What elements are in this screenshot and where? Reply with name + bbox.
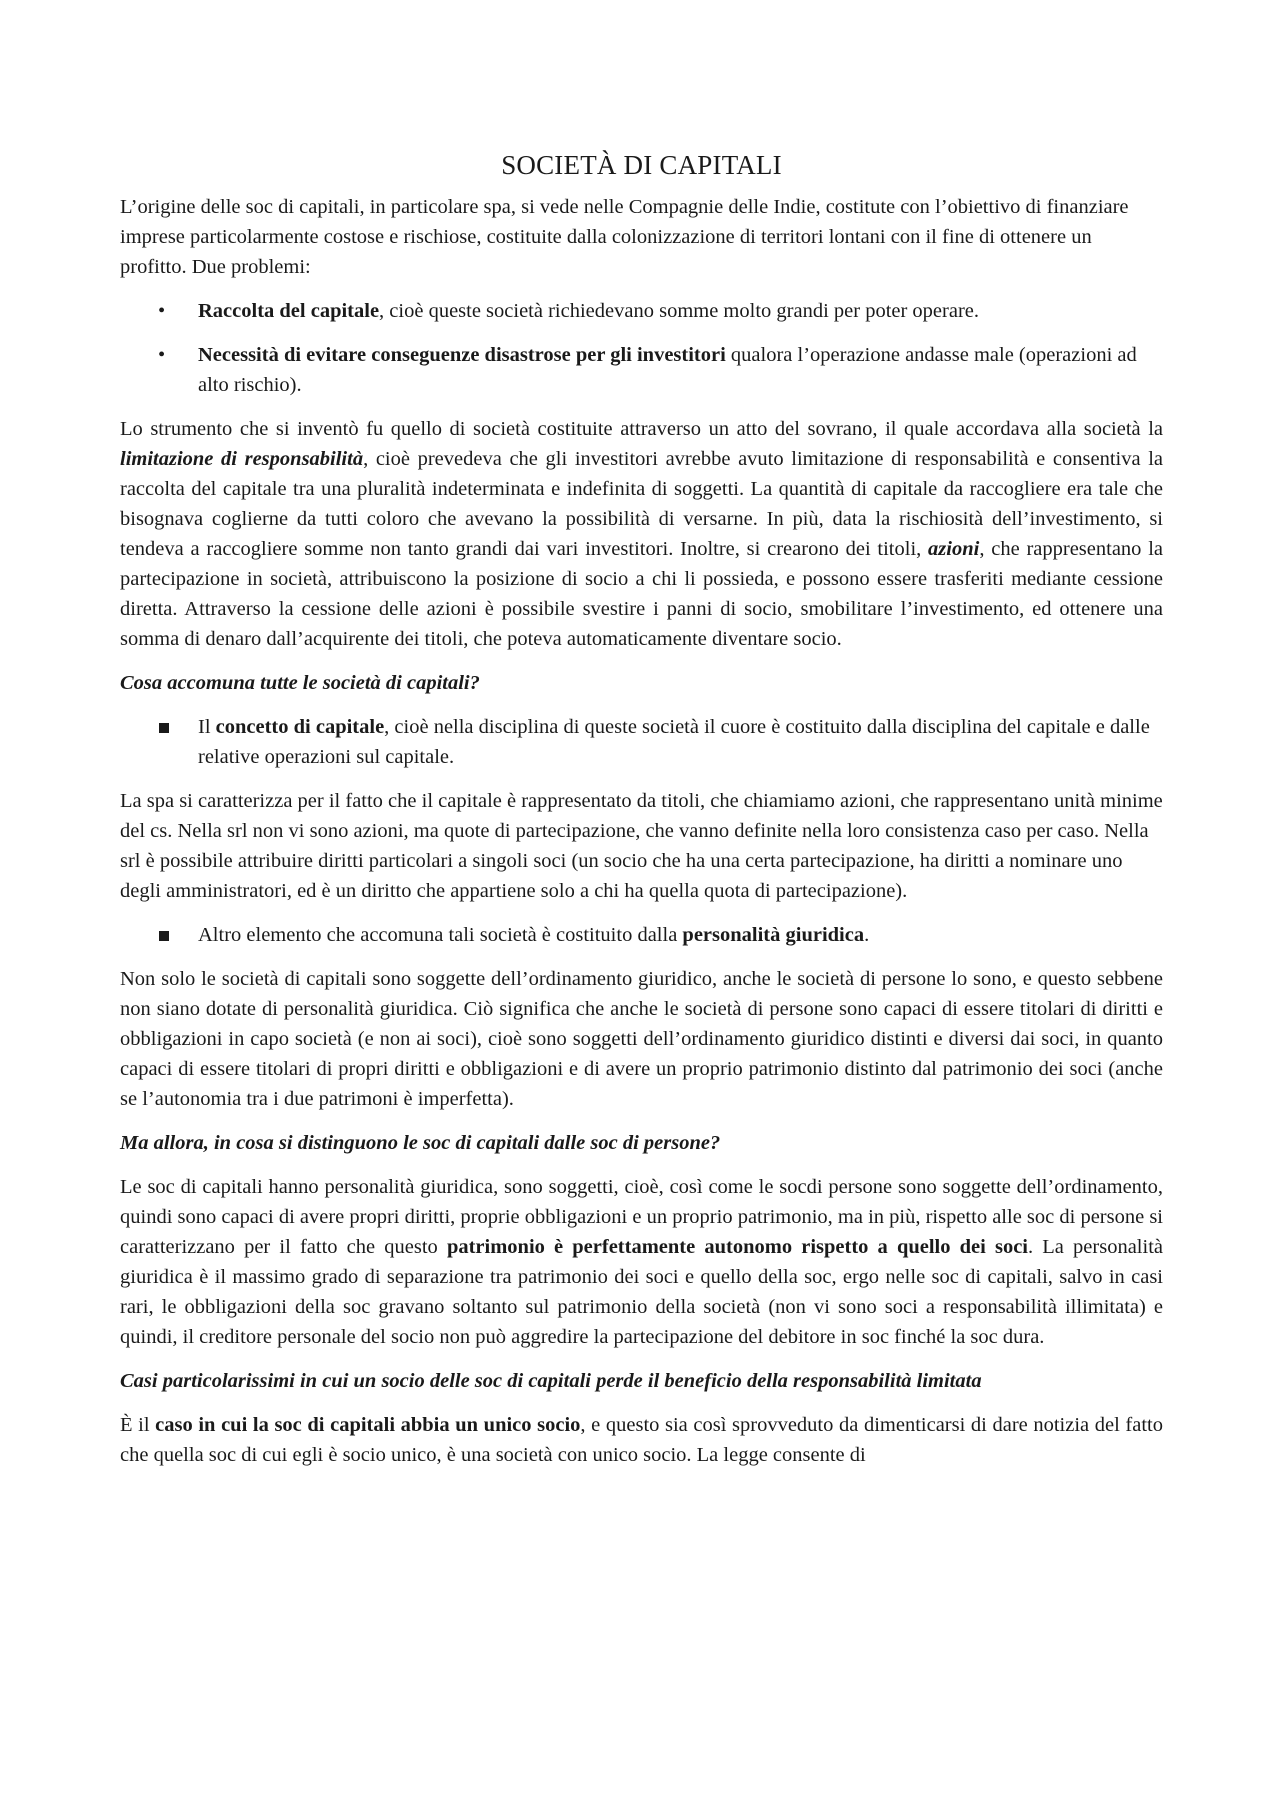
emphasis-azioni: azioni <box>928 538 980 560</box>
bold-term: patrimonio è perfettamente autonomo rispetto a quello dei soci <box>446 1236 1028 1258</box>
square-bullet-icon <box>159 723 169 733</box>
common-list-1 <box>120 712 1163 772</box>
bullet-icon: • <box>158 300 166 322</box>
text-run: . La personalità giuridica è il massimo grado di separazione tra patrimonio dei soci e quello della soc, ergo nelle soc di capitali, salvo in casi rari, le obbligazioni della soc gravano soltanto sul patrimonio della società (non vi sono soci a responsabilità illimitata) e quindi, il creditore personale del socio non può aggredire la partecipazione del debitore in soc finché la soc dura. <box>120 1236 1163 1348</box>
question-heading: Ma allora, in cosa si distinguono le soc di capitali dalle soc di persone? <box>120 1132 721 1154</box>
document-page <box>120 148 1163 1484</box>
question-heading: Cosa accomuna tutte le società di capitali? <box>120 672 480 694</box>
bullet-icon: • <box>158 344 166 366</box>
bold-term: caso in cui la soc di capitali abbia un unico socio <box>155 1414 581 1436</box>
text-run: , che rappresentano la partecipazione in società, attribuiscono la posizione di socio a chi li possieda, e possono essere trasferiti mediante cessione diretta. Attraverso la cessione delle azioni è possibile svestire i panni di socio, smobilitare l’investimento, ed ottenere una somma di denaro dall’acquirente dei titoli, che poteva automaticamente diventare socio. <box>120 538 1163 650</box>
bold-term: personalità giuridica <box>682 924 865 946</box>
list-item <box>120 920 1163 950</box>
text-run: È il <box>120 1414 156 1436</box>
problem-text: qualora l’operazione andasse male (operazioni ad alto rischio). <box>198 344 1137 396</box>
distinction-paragraph <box>120 1172 1163 1352</box>
page-title: SOCIETÀ DI CAPITALI <box>501 150 782 180</box>
text-run: , e questo sia così sprovveduto da dimenticarsi di dare notizia del fatto che quella soc di cui egli è socio unico, è una società con unico socio. La legge consente di <box>120 1414 1163 1466</box>
text-run: . <box>864 924 870 946</box>
personality-paragraph: Non solo le società di capitali sono soggette dell’ordinamento giuridico, anche le società di persone lo sono, e questo sebbene non siano dotate di personalità giuridica. Ciò significa che anche le società di persone sono capaci di essere titolari di diritti e obbligazioni in capo società (e non ai soci), cioè sono soggetti dell’ordinamento giuridico distinti e diversi dai soci, in quanto capaci di essere titolari di propri diritti e obbligazioni e di avere un proprio patrimonio distinto dal patrimonio dei soci (anche se l’autonomia tra i due patrimoni è imperfetta). <box>120 968 1163 1110</box>
list-item <box>120 296 1163 326</box>
intro-paragraph: L’origine delle soc di capitali, in particolare spa, si vede nelle Compagnie delle Indie, costitute con l’obiettivo di finanziare imprese particolarmente costose e rischiose, costituite dalla colonizzazione di territori lontani con il fine di ottenere un profitto. Due problemi: <box>120 196 1129 278</box>
history-paragraph <box>120 414 1163 654</box>
list-item <box>120 712 1163 772</box>
square-bullet-icon <box>159 931 169 941</box>
problem-title: Necessità di evitare conseguenze disastrose per gli investitori <box>198 344 726 366</box>
problem-text: , cioè queste società richiedevano somme molto grandi per poter operare. <box>379 300 980 322</box>
common-list-2 <box>120 920 1163 950</box>
problem-title: Raccolta del capitale <box>198 300 380 322</box>
list-item <box>120 340 1163 400</box>
single-member-paragraph <box>120 1410 1163 1470</box>
text-run: , cioè prevedeva che gli investitori avrebbe avuto limitazione di responsabilità e consentiva la raccolta del capitale tra una pluralità indeterminata e indefinita di soggetti. La quantità di capitale da raccogliere era tale che bisognava coglierne da tutti coloro che avevano la possibilità di versarne. In più, data la rischiosità dell’investimento, si tendeva a raccogliere somme non tanto grandi dai vari investitori. Inoltre, si crearono dei titoli, <box>120 448 1163 560</box>
text-run: , cioè nella disciplina di queste società il cuore è costituito dalla disciplina del capitale e dalle relative operazioni sul capitale. <box>198 716 1150 768</box>
question-heading: Casi particolarissimi in cui un socio delle soc di capitali perde il beneficio della responsabilità limitata <box>120 1370 982 1392</box>
spa-srl-paragraph: La spa si caratterizza per il fatto che il capitale è rappresentato da titoli, che chiamiamo azioni, che rappresentano unità minime del cs. Nella srl non vi sono azioni, ma quote di partecipazione, che vanno definite nella loro consistenza caso per caso. Nella srl è possibile attribuire diritti particolari a singoli soci (un socio che ha una certa partecipazione, ha diritti a nominare uno degli amministratori, ed è un diritto che appartiene solo a chi ha quella quota di partecipazione). <box>120 790 1163 902</box>
text-run: Le soc di capitali hanno personalità giuridica, sono soggetti, cioè, così come le socdi persone sono soggette dell’ordinamento, quindi sono capaci di avere propri diritti, proprie obbligazioni e un proprio patrimonio, ma in più, rispetto alle soc di persone si caratterizzano per il fatto che questo <box>120 1176 1163 1258</box>
problems-list <box>120 296 1163 400</box>
text-run: Lo strumento che si inventò fu quello di società costituite attraverso un atto del sovrano, il quale accordava alla società la <box>120 418 1163 440</box>
emphasis-limitazione: limitazione di responsabilità <box>120 448 364 470</box>
text-run: Il <box>198 716 216 738</box>
bold-term: concetto di capitale <box>215 716 385 738</box>
text-run: Altro elemento che accomuna tali società è costituito dalla <box>198 924 683 946</box>
